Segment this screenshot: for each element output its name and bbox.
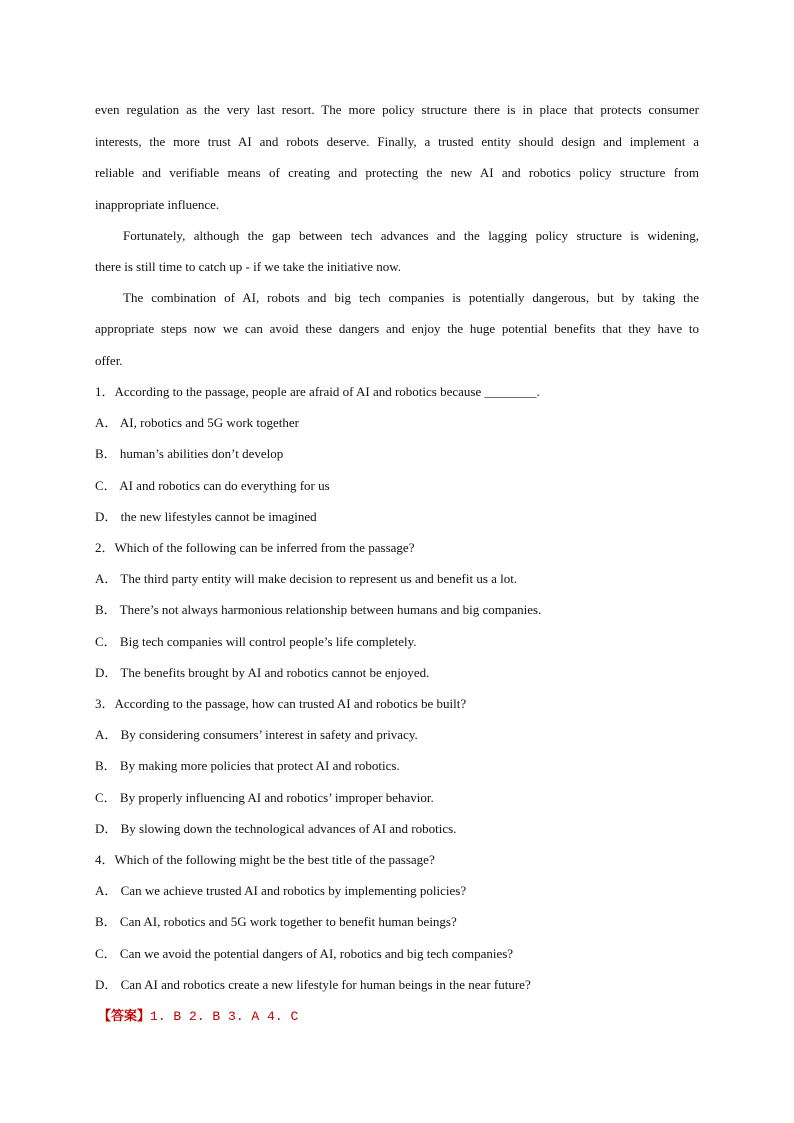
question-option: D． The benefits brought by AI and robotics cannot be enjoyed.	[95, 665, 430, 680]
passage-line: offer.	[95, 353, 123, 368]
question-option: C． By properly influencing AI and robotics’ improper behavior.	[95, 790, 434, 805]
question-option: B． By making more policies that protect AI and robotics.	[95, 758, 400, 773]
question-option: C． Big tech companies will control people’s life completely.	[95, 634, 417, 649]
question-stem: 2．Which of the following can be inferred from the passage?	[95, 540, 415, 555]
question-stem: 1．According to the passage, people are afraid of AI and robotics because ________.	[95, 384, 540, 399]
passage-line: The combination of AI, robots and big tech companies is potentially dangerous, but by taking the	[123, 290, 699, 305]
question-option: B． There’s not always harmonious relationship between humans and big companies.	[95, 602, 542, 617]
answer-key	[98, 1008, 702, 1025]
question-stem: 4．Which of the following might be the best title of the passage?	[95, 852, 435, 867]
question-option: D． By slowing down the technological advances of AI and robotics.	[95, 821, 457, 836]
question-option: A． By considering consumers’ interest in safety and privacy.	[95, 727, 418, 742]
question-option: D． the new lifestyles cannot be imagined	[95, 509, 317, 524]
question-stem: 3．According to the passage, how can trusted AI and robotics be built?	[95, 696, 467, 711]
passage-line: appropriate steps now we can avoid these dangers and enjoy the huge potential benefits that they have to	[95, 321, 699, 336]
question-option: A． The third party entity will make decision to represent us and benefit us a lot.	[95, 571, 518, 586]
passage-line: even regulation as the very last resort. The more policy structure there is in place that protects consumer	[95, 102, 699, 117]
question-option: D． Can AI and robotics create a new lifestyle for human beings in the near future?	[95, 977, 531, 992]
question-option: C． Can we avoid the potential dangers of AI, robotics and big tech companies?	[95, 946, 514, 961]
question-option: B． Can AI, robotics and 5G work together to benefit human beings?	[95, 914, 457, 929]
question-option: A． Can we achieve trusted AI and robotics by implementing policies?	[95, 883, 467, 898]
passage-line: Fortunately, although the gap between tech advances and the lagging policy structure is widening,	[123, 228, 699, 243]
answer-tag: 【答案】	[98, 1008, 151, 1023]
question-option: A． AI, robotics and 5G work together	[95, 415, 299, 430]
question-option: C． AI and robotics can do everything for us	[95, 478, 330, 493]
passage-line: inappropriate influence.	[95, 197, 220, 212]
question-option: B． human’s abilities don’t develop	[95, 446, 284, 461]
answer-values: 1. B 2. B 3. A 4. C	[150, 1009, 299, 1024]
passage-line: reliable and verifiable means of creating and protecting the new AI and robotics policy structure from	[95, 165, 699, 180]
passage-line: there is still time to catch up - if we take the initiative now.	[95, 259, 402, 274]
passage-line: interests, the more trust AI and robots deserve. Finally, a trusted entity should design and implement a	[95, 134, 699, 149]
